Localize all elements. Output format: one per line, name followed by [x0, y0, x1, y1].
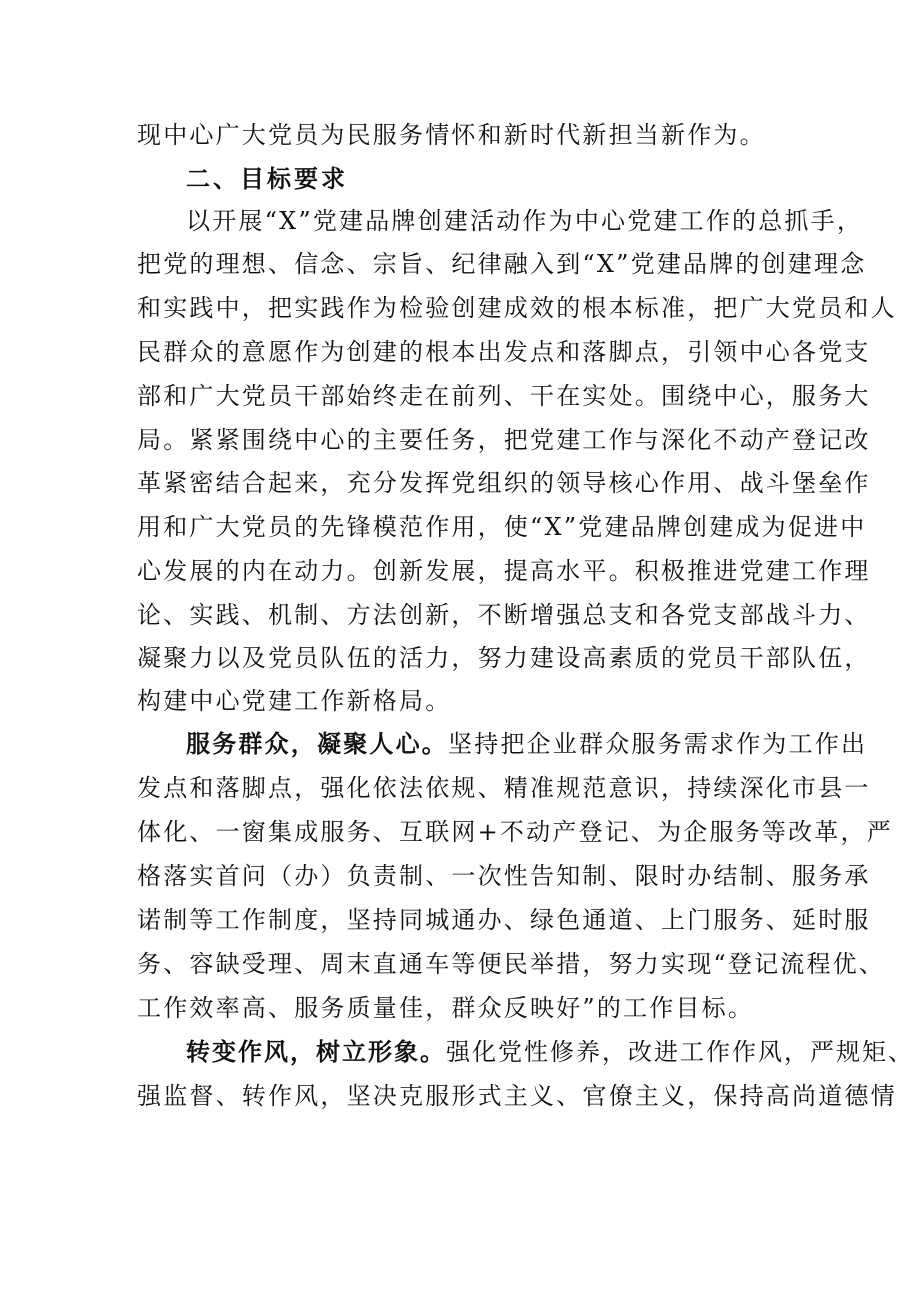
text-line: 革紧密结合起来，充分发挥党组织的领导核心作用、战斗堡垒作: [137, 469, 871, 497]
text-line: 用和广大党员的先锋模范作用，使“X”党建品牌创建成为促进中: [137, 513, 867, 541]
text-line: 民群众的意愿作为创建的根本出发点和落脚点，引领中心各党支: [137, 338, 871, 366]
text-line: 和实践中，把实践作为检验创建成效的根本标准，把广大党员和人: [137, 294, 897, 322]
text-line: 以开展“X”党建品牌创建活动作为中心党建工作的总抓手，: [186, 207, 864, 235]
text-line: 务、容缺受理、周末直通车等便民举措，努力实现“登记流程优、: [137, 950, 886, 978]
text-line: 诺制等工作制度，坚持同城通办、绿色通道、上门服务、延时服: [137, 906, 871, 934]
text-line: 工作效率高、服务质量佳，群众反映好”的工作目标。: [137, 994, 755, 1022]
paragraph-lead-text: 坚持把企业群众服务需求作为工作出: [448, 730, 868, 758]
text-line: 论、实践、机制、方法创新，不断增强总支和各党支部战斗力、: [137, 601, 871, 629]
text-line: 体化、一窗集成服务、互联网+不动产登记、为企服务等改革，严: [137, 818, 893, 846]
text-line: 格落实首问（办）负责制、一次性告知制、限时办结制、服务承: [137, 862, 871, 890]
paragraph-first-line: [186, 1037, 914, 1067]
text-line: 局。紧紧围绕中心的主要任务，把党建工作与深化不动产登记改: [137, 426, 871, 454]
text-line: 现中心广大党员为民服务情怀和新时代新担当新作为。: [137, 121, 766, 149]
paragraph-first-line: [186, 729, 867, 759]
text-line: 凝聚力以及党员队伍的活力，努力建设高素质的党员干部队伍，: [137, 644, 871, 672]
paragraph-lead-text: 强化党性修养，改进工作作风，严规矩、: [446, 1038, 914, 1066]
text-line: 发点和落脚点，强化依法依规、精准规范意识，持续深化市县一: [137, 774, 871, 802]
text-line: 心发展的内在动力。创新发展，提高水平。积极推进党建工作理: [137, 557, 871, 585]
text-line: 强监督、转作风，坚决克服形式主义、官僚主义，保持高尚道德情: [137, 1082, 897, 1110]
text-line: 部和广大党员干部始终走在前列、干在实处。围绕中心，服务大: [137, 382, 871, 410]
paragraph-lead-bold: 服务群众，凝聚人心。: [186, 730, 448, 758]
text-line: 构建中心党建工作新格局。: [137, 687, 452, 715]
section-heading: 二、目标要求: [186, 165, 348, 193]
paragraph-lead-bold: 转变作风，树立形象。: [186, 1038, 446, 1066]
text-line: 把党的理想、信念、宗旨、纪律融入到“X”党建品牌的创建理念: [137, 250, 867, 278]
